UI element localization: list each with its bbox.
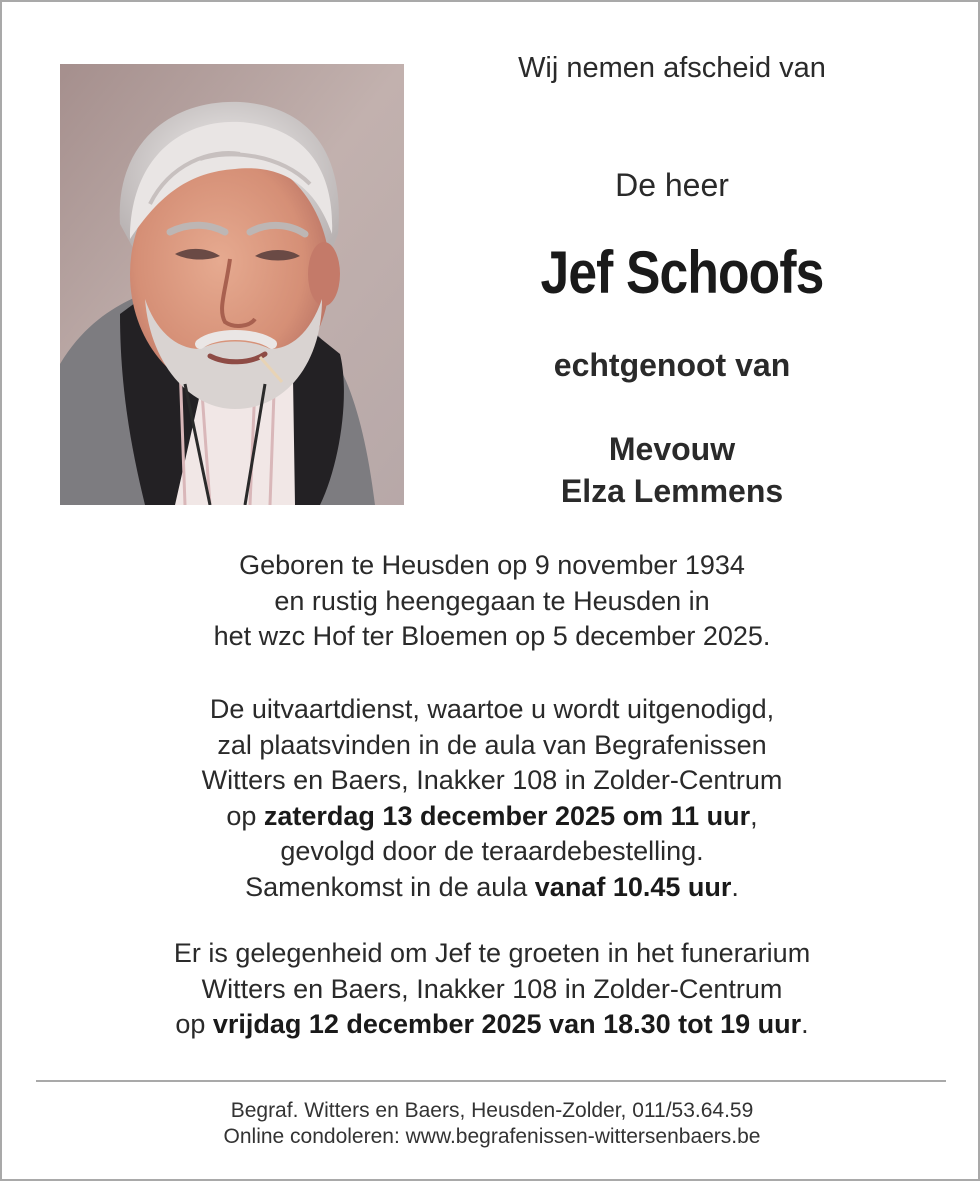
visitation-line-3-pre: op [175,1009,213,1039]
visitation-line-2: Witters en Baers, Inakker 108 in Zolder-Centrum [201,973,783,1004]
service-line-5: gevolgd door de teraardebestelling. [280,836,704,866]
spouse-line-2: Elza Lemmens [560,473,784,509]
service-line-3: Witters en Baers, Inakker 108 in Zolder-Centrum [201,765,783,795]
service-line-4-pre: op [226,800,264,831]
visitation-line-3-post: . [801,1009,809,1039]
service-line-6-pre: Samenkomst in de aula [245,871,535,902]
service-line-2: zal plaatsvinden in de aula van Begrafenissen [217,729,767,760]
spouse-name [432,428,912,512]
service-line-6 [42,870,942,906]
birth-death-paragraph [42,548,942,655]
visitation-line-3 [42,1007,942,1043]
gathering-time: vanaf 10.45 uur [534,871,732,902]
birth-line-3: het wzc Hof ter Bloemen op 5 december 2025. [213,621,771,651]
service-line-6-post: . [731,871,739,902]
deceased-name: Jef Schoofs [540,239,824,306]
intro-text: Wij nemen afscheid van [518,52,826,84]
portrait-photo [60,64,404,505]
relation-text: echtgenoot van [553,347,791,383]
service-paragraph [42,692,942,905]
birth-line-1: Geboren te Heusden op 9 november 1934 [239,550,745,580]
honorific: De heer [615,167,729,203]
service-line-4 [42,799,942,835]
spouse-line-1: Mevouw [608,431,736,467]
service-line-1: De uitvaartdienst, waartoe u wordt uitgenodigd, [209,694,775,724]
service-date-time: zaterdag 13 december 2025 om 11 uur [263,800,751,831]
birth-line-2: en rustig heengegaan te Heusden in [274,585,710,616]
footer [42,1098,942,1150]
footer-line-1: Begraf. Witters en Baers, Heusden-Zolder, 011/53.64.59 [230,1099,754,1122]
visitation-paragraph [42,936,942,1043]
footer-line-2: Online condoleren: www.begrafenissen-wittersenbaers.be [223,1125,761,1148]
service-line-4-post: , [750,800,758,831]
visitation-date-time: vrijdag 12 december 2025 van 18.30 tot 19 uur [212,1009,802,1039]
visitation-line-1: Er is gelegenheid om Jef te groeten in het funerarium [173,938,811,968]
footer-divider [36,1080,946,1082]
